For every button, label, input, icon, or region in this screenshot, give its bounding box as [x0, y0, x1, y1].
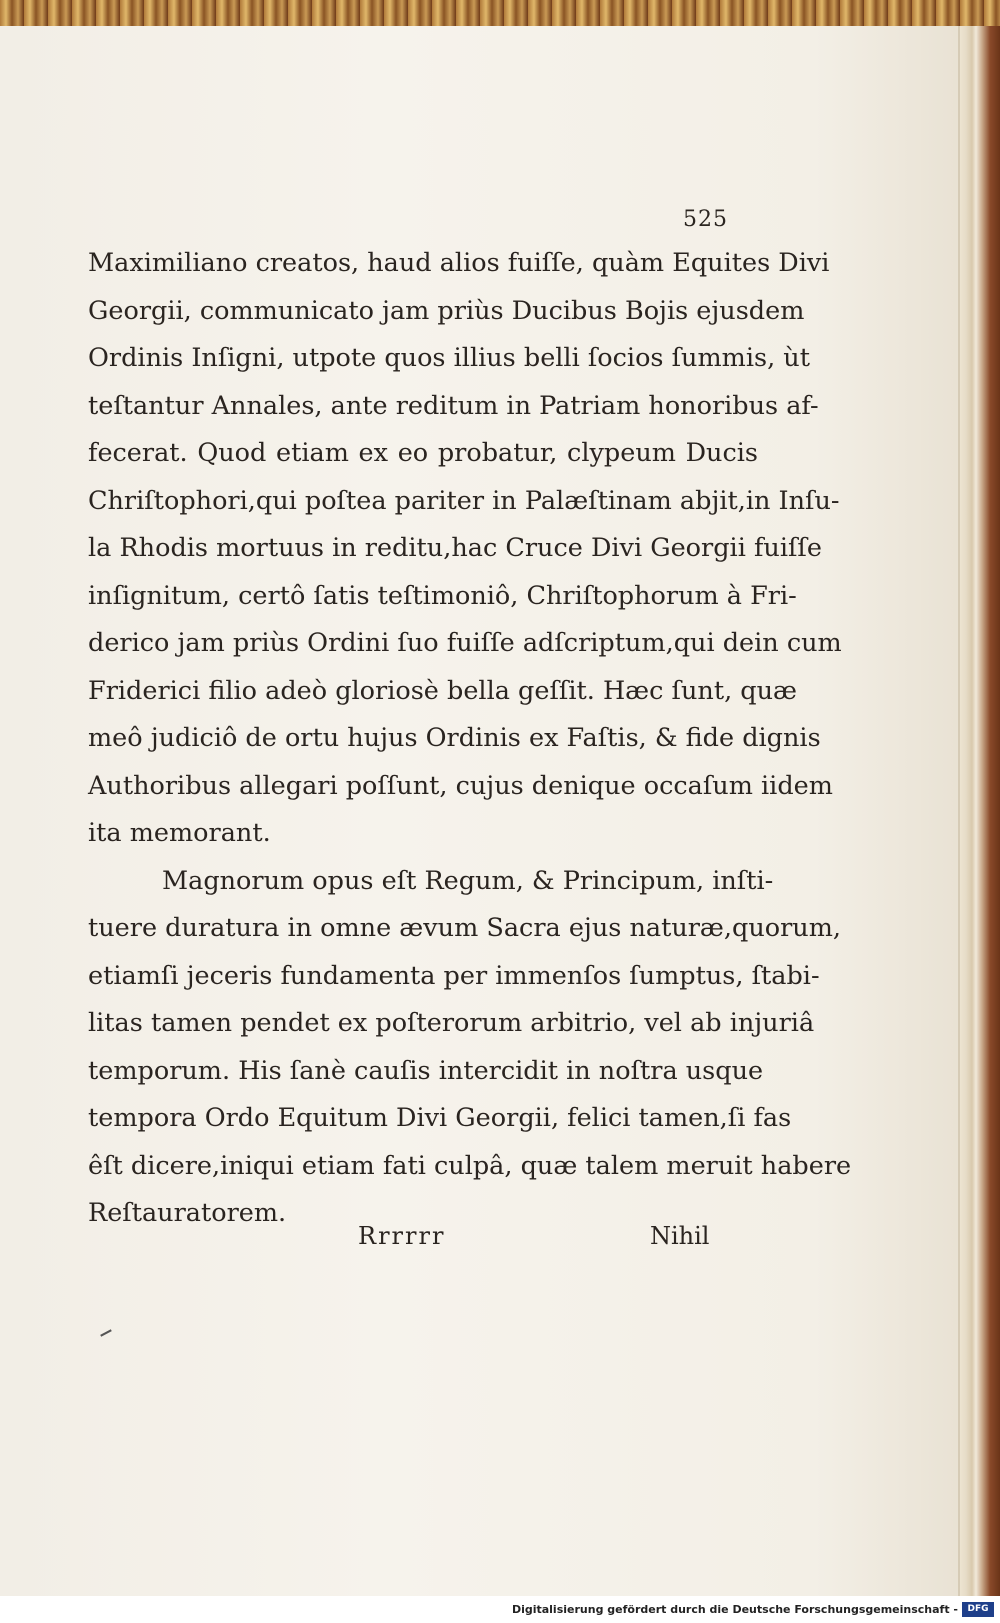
text-line: la Rhodis mortuus in reditu,hac Cruce Divi Georgii fuiſſe: [88, 533, 822, 563]
page-number: 525: [683, 207, 728, 232]
text-line: Chriſtophori,qui poſtea pariter in Palæſtinam abjit,in Inſu-: [88, 485, 840, 516]
credit-text: Digitalisierung gefördert durch die Deutsche Forschungsgemeinschaft -: [511, 1603, 958, 1616]
text-line: derico jam priùs Ordini ſuo fuiſſe adſcriptum,qui dein cum: [88, 628, 842, 658]
text-line: litas tamen pendet ex poſterorum arbitrio, vel ab injuriâ: [88, 1008, 815, 1038]
digitization-credit: [0, 1596, 1000, 1623]
text-line: temporum. His ſanè cauſis intercidit in noſtra usque: [88, 1055, 764, 1086]
text-line: Georgii, communicato jam priùs Ducibus Bojis ejusdem: [88, 295, 805, 326]
text-line: fecerat. Quod etiam ex eo probatur, clypeum Ducis: [88, 438, 758, 468]
dfg-logo: DFG: [962, 1602, 994, 1617]
text-line: tuere duratura in omne ævum Sacra ejus naturæ,quorum,: [88, 913, 841, 943]
text-line: Maximiliano creatos, haud alios fuiſſe, quàm Equites Divi: [88, 248, 830, 278]
text-line: etiamſi jeceris fundamenta per immenſos ſumptus, ſtabi-: [88, 960, 820, 991]
catchword: Nihil: [650, 1222, 710, 1250]
text-line: Friderici filio adeò gloriosè bella geſſit. Hæc ſunt, quæ: [88, 675, 797, 706]
text-line: teſtantur Annales, ante reditum in Patriam honoribus af-: [88, 390, 819, 421]
book-page: [0, 26, 960, 1596]
book-binding-edge: [958, 26, 1000, 1623]
signature-mark: Rrrrrr: [358, 1222, 446, 1250]
book-binding-top: [0, 0, 1000, 28]
text-line: Authoribus allegari poſſunt, cujus denique occaſum iidem: [88, 770, 833, 801]
paragraph-start-line: Magnorum opus eſt Regum, & Principum, inſti-: [162, 865, 774, 896]
text-line: meô judiciô de ortu hujus Ordinis ex Faſtis, & fide dignis: [88, 723, 821, 753]
text-line: Ordinis Inſigni, utpote quos illius belli ſocios ſummis, ùt: [88, 343, 810, 373]
pencil-mark: [100, 1329, 112, 1336]
text-line: êſt dicere,iniqui etiam fati culpâ, quæ talem meruit habere: [88, 1150, 852, 1181]
body-text: [88, 240, 852, 1238]
text-line: ita memorant.: [88, 818, 271, 848]
text-line: tempora Ordo Equitum Divi Georgii, felici tamen,ſi fas: [88, 1103, 792, 1133]
text-line: inſignitum, certô ſatis teſtimoniô, Chriſtophorum à Fri-: [88, 580, 797, 611]
text-line: Reſtauratorem.: [88, 1198, 287, 1228]
catchline: [88, 1222, 758, 1262]
